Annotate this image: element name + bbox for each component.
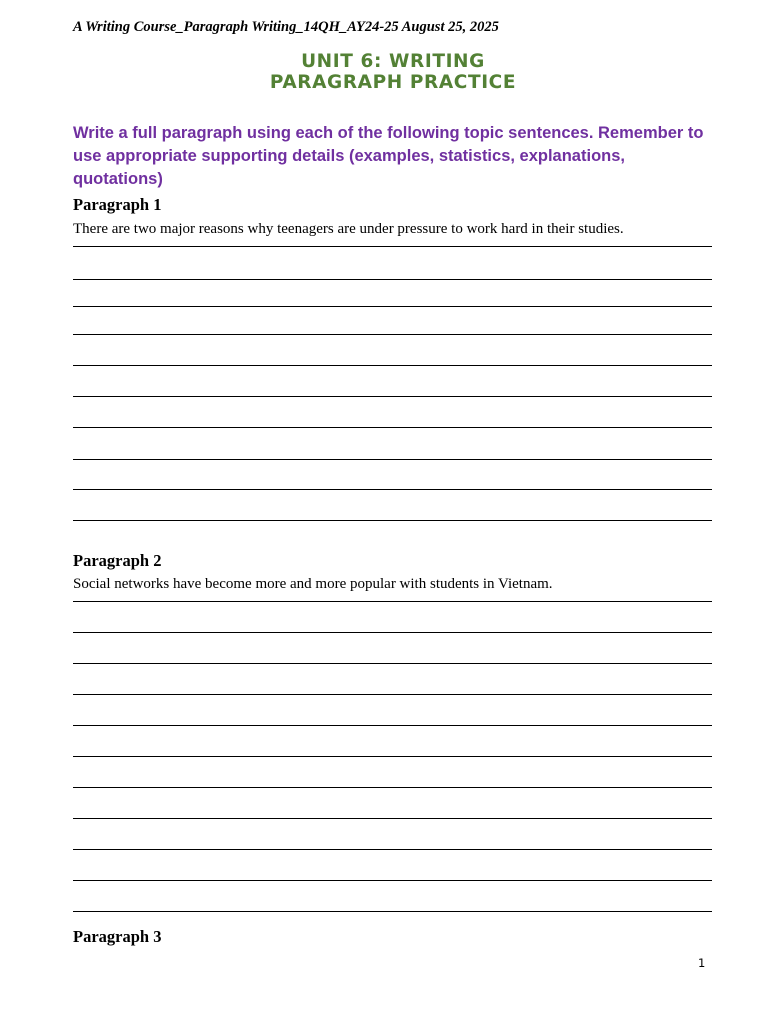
writing-line xyxy=(73,694,712,695)
writing-line xyxy=(73,334,712,335)
writing-line xyxy=(73,306,712,307)
writing-line xyxy=(73,459,712,460)
paragraph-2-heading: Paragraph 2 xyxy=(73,551,162,570)
writing-line xyxy=(73,520,712,521)
unit-title: UNIT 6: WRITING xyxy=(301,51,485,72)
writing-line xyxy=(73,632,712,633)
practice-title: PARAGRAPH PRACTICE xyxy=(269,72,517,93)
instructions: Write a full paragraph using each of the following topic sentences. Remember to use appropriate supporting details (examples, statistics, explanations, quotations) xyxy=(73,124,704,188)
writing-line xyxy=(73,396,712,397)
writing-line xyxy=(73,911,712,912)
page-header: A Writing Course_Paragraph Writing_14QH_AY24-25 August 25, 2025 xyxy=(73,19,499,35)
writing-line xyxy=(73,279,712,280)
writing-line xyxy=(73,787,712,788)
page-number: 1 xyxy=(698,956,706,970)
writing-line xyxy=(73,365,712,366)
writing-line xyxy=(73,489,712,490)
paragraph-1-topic-sentence: There are two major reasons why teenagers are under pressure to work hard in their studies. xyxy=(73,221,624,237)
writing-line xyxy=(73,725,712,726)
paragraph-2-topic-sentence: Social networks have become more and more popular with students in Vietnam. xyxy=(73,576,553,592)
writing-line xyxy=(73,601,712,602)
paragraph-3-heading: Paragraph 3 xyxy=(73,927,162,946)
writing-line xyxy=(73,756,712,757)
writing-line xyxy=(73,818,712,819)
writing-line xyxy=(73,427,712,428)
paragraph-1-heading: Paragraph 1 xyxy=(73,195,162,214)
writing-line xyxy=(73,246,712,247)
writing-line xyxy=(73,663,712,664)
writing-line xyxy=(73,849,712,850)
writing-line xyxy=(73,880,712,881)
